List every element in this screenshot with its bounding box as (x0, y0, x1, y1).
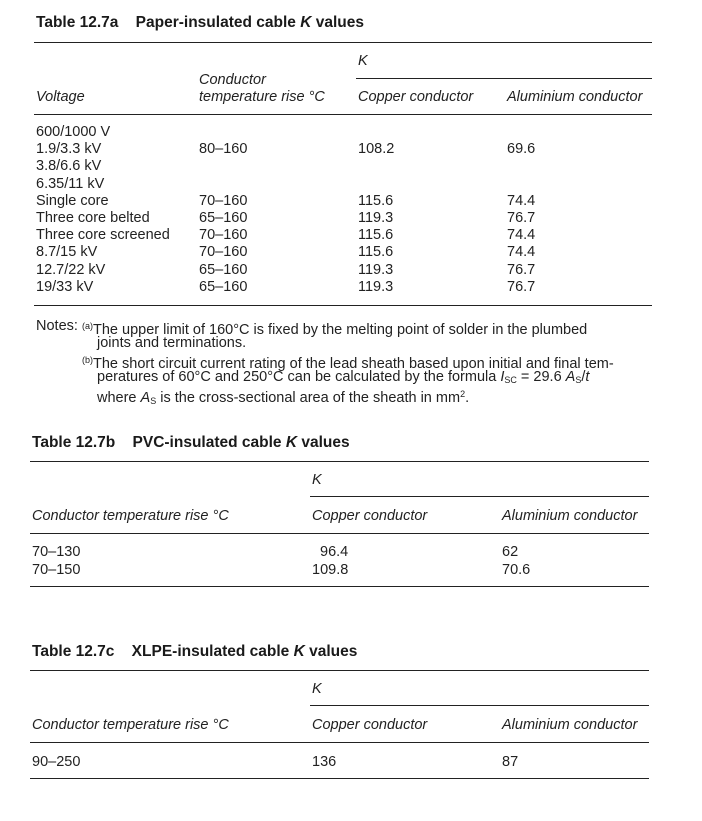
table-a-voltage-cell: Single core (36, 192, 109, 209)
table-b-header-k: K (312, 472, 322, 488)
table-c-bottom-rule (30, 778, 649, 779)
table-a-header-k: K (358, 53, 368, 69)
note-a-marker: (a) (82, 321, 93, 331)
table-a-aluminium-cell: 74.4 (507, 227, 536, 244)
table-a-caption-suffix: values (311, 14, 364, 31)
table-c-caption-suffix: values (304, 643, 358, 660)
table-b-caption (32, 434, 350, 452)
table-a-temp-cell: 70–160 (199, 192, 248, 209)
table-a-bottom-rule (34, 305, 652, 306)
table-b-caption-suffix: values (297, 434, 350, 451)
table-a-temp-cell: 70–160 (199, 244, 248, 261)
table-a-voltage-cell: Three core screened (36, 227, 170, 244)
table-a-copper-cell: 119.3 (358, 278, 394, 295)
table-a-copper-cell (358, 176, 394, 193)
table-a-temp-cell: 80–160 (199, 141, 248, 158)
note-b-period: . (465, 390, 470, 406)
table-a-copper-cell: 119.3 (358, 209, 394, 226)
table-a-header-temp-line2: temperature rise °C (199, 89, 325, 105)
formula-t-symbol: t (585, 369, 590, 385)
table-c-caption-text: XLPE-insulated cable (131, 643, 294, 660)
note-b-line3 (97, 386, 469, 410)
table-a-top-rule (34, 42, 652, 43)
table-a-copper-cell: 115.6 (358, 244, 394, 261)
table-b-bottom-rule (30, 586, 649, 587)
table-c-header-rule (30, 742, 649, 743)
formula-i-symbol: I (500, 369, 505, 385)
table-a-copper-cell (358, 158, 394, 175)
table-c-header-k: K (312, 681, 322, 697)
table-a-aluminium-cell: 76.7 (507, 209, 536, 226)
table-c-caption-k: K (293, 643, 305, 660)
note-a-line2: joints and terminations. (97, 335, 247, 351)
table-c-header-copper: Copper conductor (312, 717, 428, 733)
table-a-aluminium-cell (507, 176, 535, 193)
table-a-copper-cell: 115.6 (358, 192, 394, 209)
table-a-voltage-cell: 12.7/22 kV (36, 261, 106, 278)
table-a-voltage-cell: 8.7/15 kV (36, 244, 98, 261)
table-a-voltage-cell: Three core belted (36, 209, 150, 226)
table-a-aluminium-cell: 74.4 (507, 244, 536, 261)
table-a-aluminium-cell: 76.7 (507, 261, 536, 278)
note-b-marker: (b) (82, 355, 93, 365)
table-a-header-aluminium: Aluminium conductor (507, 89, 643, 105)
table-c-row-1-copper: 136 (312, 754, 337, 770)
table-a-voltage-cell: 1.9/3.3 kV (36, 141, 102, 158)
table-b-header-rule (30, 533, 649, 534)
formula-slash: / (581, 369, 586, 385)
formula-a-symbol: A (565, 369, 576, 385)
table-b-caption-text: PVC-insulated cable (132, 434, 286, 451)
note-b-line3-prefix: where (97, 390, 141, 406)
formula-s2-subscript: S (150, 396, 157, 406)
table-b-caption-label: Table 12.7b (32, 434, 116, 451)
table-a-voltage-cell: 600/1000 V (36, 124, 111, 140)
table-a-header-voltage: Voltage (36, 89, 85, 105)
table-b-k-rule (310, 496, 649, 497)
table-b-row-1-temp: 70–130 (32, 544, 81, 560)
table-a-temp-cell (199, 124, 247, 141)
table-a-aluminium-cell: 76.7 (507, 278, 536, 295)
notes-label: Notes: (36, 318, 78, 334)
table-a-caption-text: Paper-insulated cable (135, 14, 301, 31)
table-b-header-aluminium: Aluminium conductor (502, 508, 638, 524)
note-a-line1: The upper limit of 160°C is fixed by the melting point of solder in the plumbed (93, 322, 588, 338)
table-b-row-2-copper: 109.8 (312, 562, 349, 578)
table-a-temp-cell: 65–160 (199, 209, 248, 226)
table-a-aluminium-cell: 74.4 (507, 192, 536, 209)
mm-squared-superscript: 2 (460, 389, 466, 399)
table-a-k-rule (356, 78, 652, 79)
table-b-row-1-copper: 96.4 (320, 544, 349, 560)
table-a-temp-cell (199, 158, 247, 175)
table-a-voltage-cell: 19/33 kV (36, 278, 94, 295)
note-b-line2-text: peratures of 60°C and 250°C can be calculated by the formula (97, 369, 501, 385)
table-b-header-copper: Copper conductor (312, 508, 428, 524)
table-a-aluminium-column (507, 124, 535, 296)
table-a-temp-column (199, 124, 247, 296)
table-a-header-rule (34, 114, 652, 115)
table-a-aluminium-cell: 69.6 (507, 141, 536, 158)
table-a-voltage-column (36, 124, 170, 296)
table-a-caption-k: K (300, 14, 312, 31)
table-a-temp-cell: 65–160 (199, 278, 248, 295)
table-b-caption-k: K (285, 434, 298, 451)
table-c-header-aluminium: Aluminium conductor (502, 717, 638, 733)
table-a-header-temp-line1: Conductor (199, 72, 266, 88)
table-c-k-rule (310, 705, 649, 706)
table-a-voltage-cell: 6.35/11 kV (36, 175, 105, 192)
note-b-line1: The short circuit current rating of the lead sheath based upon initial and final tem- (93, 356, 614, 372)
table-a-aluminium-cell (507, 124, 535, 141)
table-a-caption (36, 14, 364, 32)
table-b-row-1-aluminium: 62 (502, 544, 519, 560)
table-a-voltage-cell: 3.8/6.6 kV (36, 158, 102, 175)
note-b-line3-text: is the cross-sectional area of the sheath in mm (156, 390, 461, 406)
table-a-aluminium-cell (507, 158, 535, 175)
table-c-caption-label: Table 12.7c (32, 643, 115, 660)
table-a-copper-cell: 108.2 (358, 141, 395, 158)
table-c-caption (32, 643, 357, 661)
table-a-copper-column (358, 124, 394, 296)
formula-sc-subscript: SC (504, 375, 517, 385)
table-b-top-rule (30, 461, 649, 462)
table-c-row-1-aluminium: 87 (502, 754, 519, 770)
formula-equals: = 29.6 (516, 369, 566, 385)
table-a-caption-label: Table 12.7a (36, 14, 119, 31)
table-a-copper-cell: 119.3 (358, 261, 394, 278)
table-b-row-2-aluminium: 70.6 (502, 562, 531, 578)
formula-a2-symbol: A (140, 390, 151, 406)
table-a-copper-cell: 115.6 (358, 227, 394, 244)
table-b-header-temp: Conductor temperature rise °C (32, 508, 229, 524)
table-b-row-2-temp: 70–150 (32, 562, 81, 578)
table-a-header-copper: Copper conductor (358, 89, 474, 105)
table-c-top-rule (30, 670, 649, 671)
table-c-header-temp: Conductor temperature rise °C (32, 717, 229, 733)
table-a-copper-cell (358, 124, 394, 141)
table-a-temp-cell: 70–160 (199, 227, 248, 244)
formula-s-subscript: S (575, 375, 582, 385)
table-a-temp-cell (199, 176, 247, 193)
table-a-temp-cell: 65–160 (199, 261, 248, 278)
table-c-row-1-temp: 90–250 (32, 754, 81, 770)
